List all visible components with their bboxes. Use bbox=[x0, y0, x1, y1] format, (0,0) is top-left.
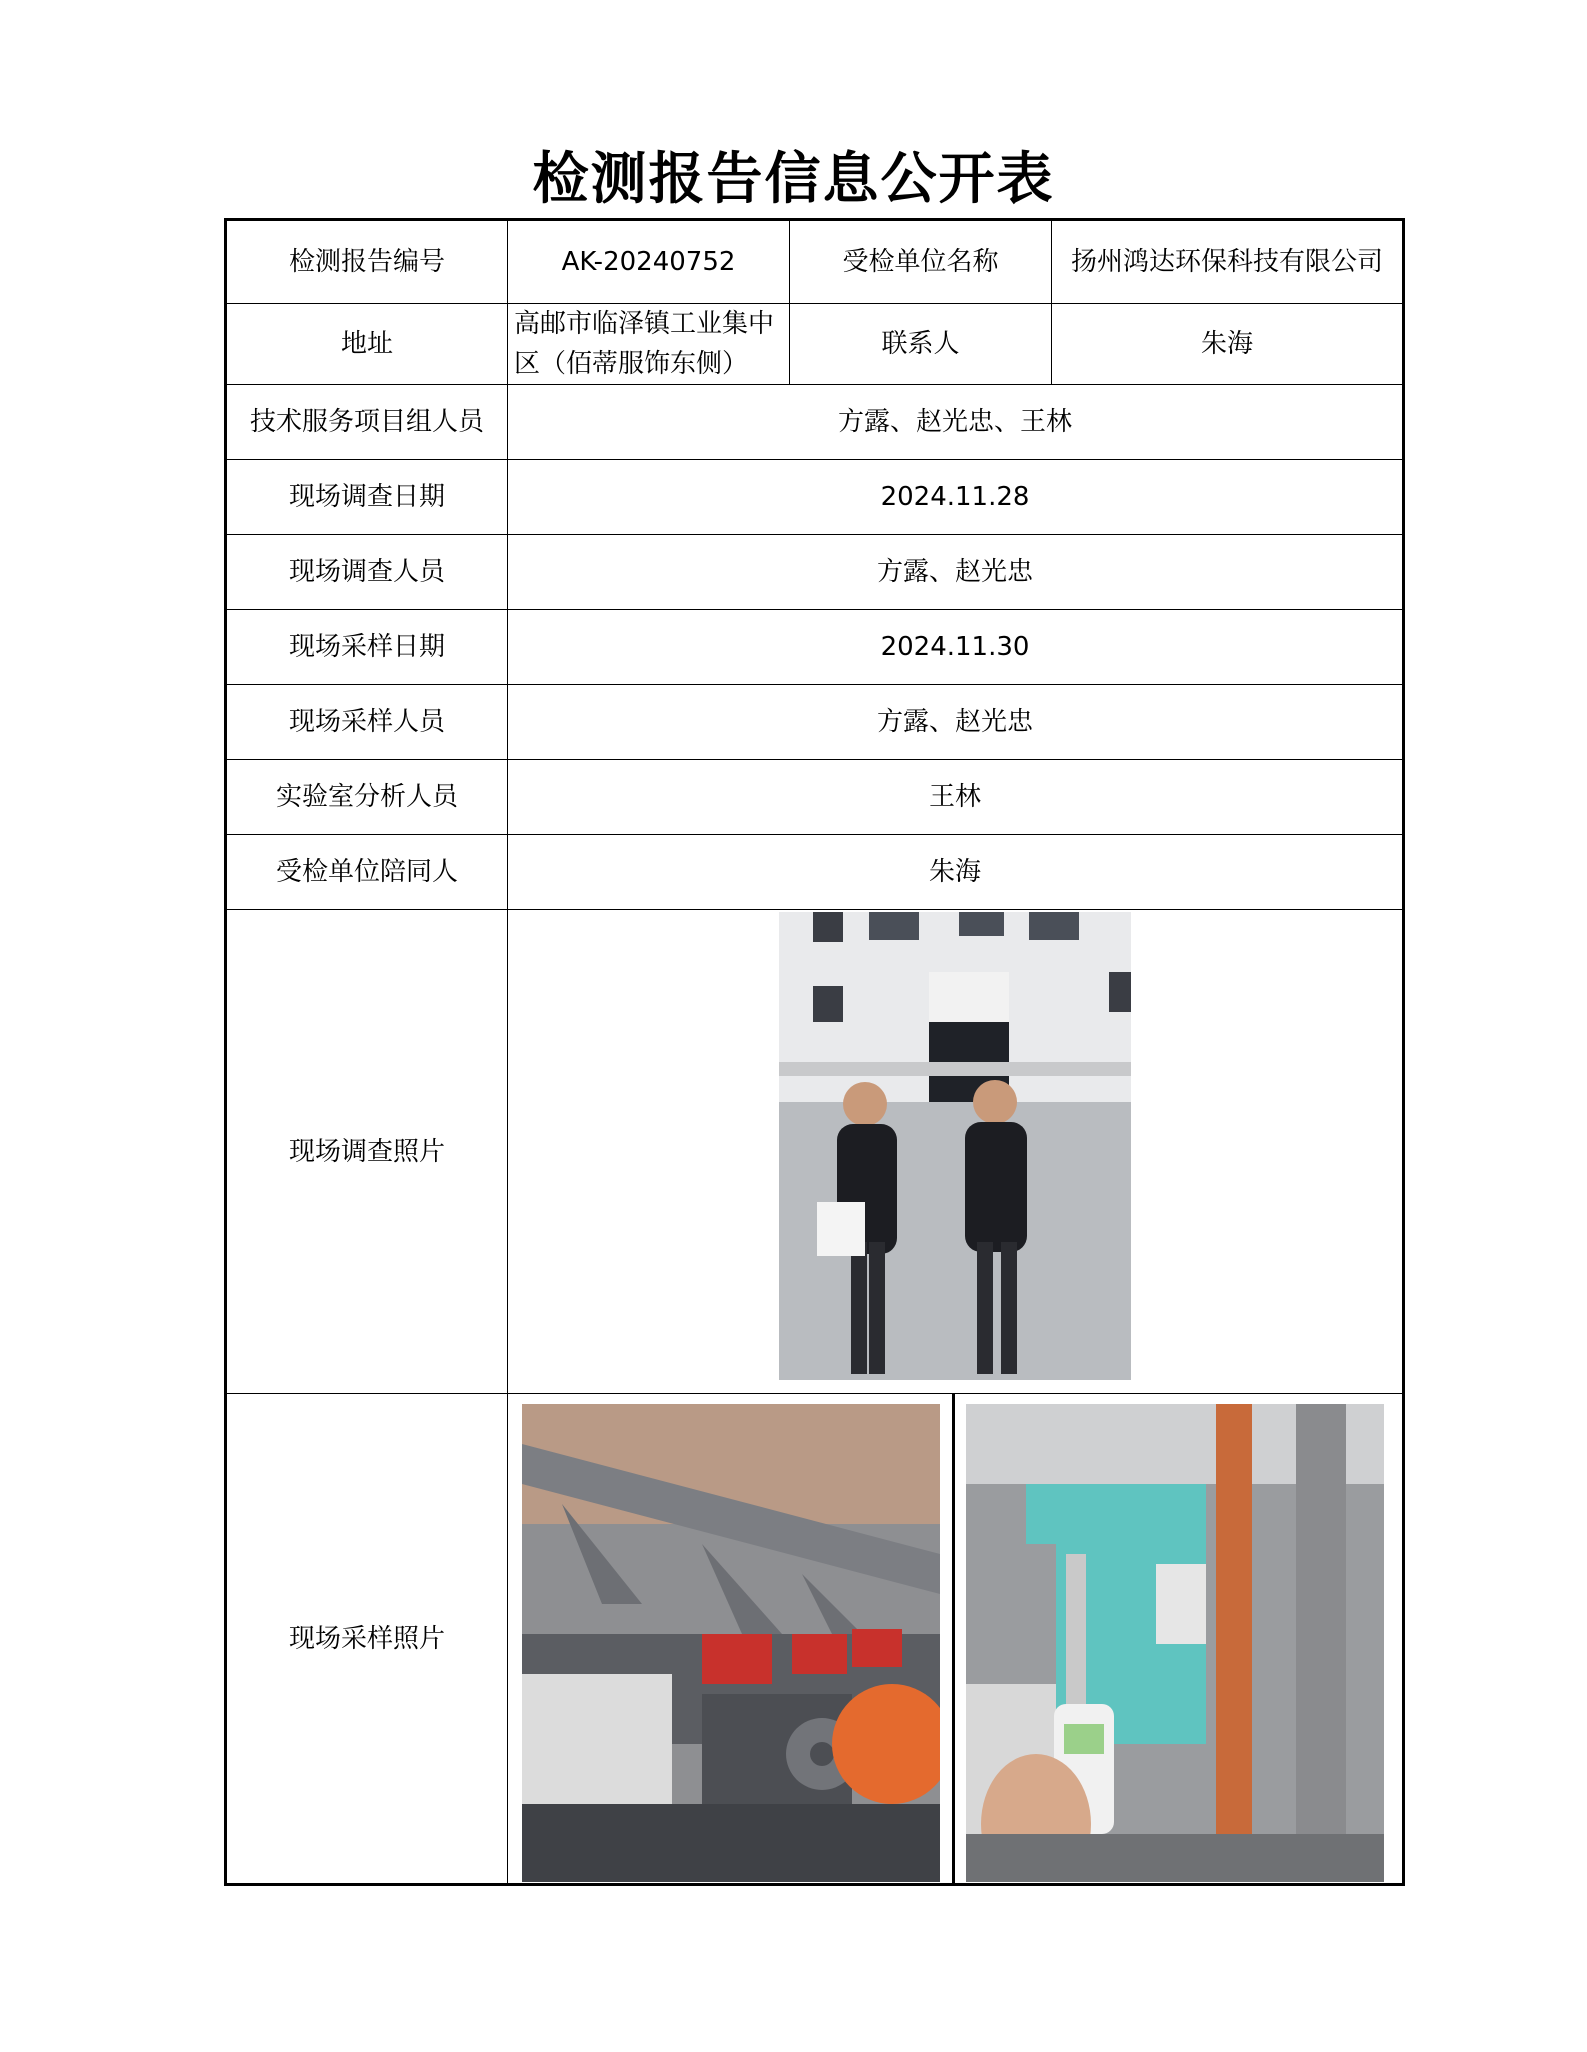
team-label: 技术服务项目组人员 bbox=[226, 385, 508, 460]
contact-label: 联系人 bbox=[790, 304, 1052, 385]
sampling-date-label: 现场采样日期 bbox=[226, 610, 508, 685]
sampling-staff-value: 方露、赵光忠 bbox=[508, 685, 1404, 760]
escort-label: 受检单位陪同人 bbox=[226, 835, 508, 910]
sampling-photo-meter bbox=[966, 1404, 1384, 1882]
address-value: 高邮市临泽镇工业集中区（佰蒂服饰东侧） bbox=[508, 304, 790, 385]
page-title: 检测报告信息公开表 bbox=[532, 146, 1055, 212]
sampling-photo-label: 现场采样照片 bbox=[226, 1394, 508, 1885]
lab-staff-label: 实验室分析人员 bbox=[226, 760, 508, 835]
sampling-photo-machine bbox=[522, 1404, 940, 1882]
survey-staff-value: 方露、赵光忠 bbox=[508, 535, 1404, 610]
lab-staff-value: 王林 bbox=[508, 760, 1404, 835]
survey-date-value: 2024.11.28 bbox=[508, 460, 1404, 535]
survey-photo-label: 现场调查照片 bbox=[226, 910, 508, 1394]
address-label: 地址 bbox=[226, 304, 508, 385]
unit-name-value: 扬州鸿达环保科技有限公司 bbox=[1052, 220, 1404, 304]
contact-value: 朱海 bbox=[1052, 304, 1404, 385]
survey-date-label: 现场调查日期 bbox=[226, 460, 508, 535]
sampling-photo-pair bbox=[508, 1394, 1402, 1883]
escort-value: 朱海 bbox=[508, 835, 1404, 910]
report-no-value: AK-20240752 bbox=[508, 220, 790, 304]
report-no-label: 检测报告编号 bbox=[226, 220, 508, 304]
survey-photo bbox=[779, 912, 1131, 1380]
sampling-date-value: 2024.11.30 bbox=[508, 610, 1404, 685]
survey-staff-label: 现场调查人员 bbox=[226, 535, 508, 610]
team-value: 方露、赵光忠、王林 bbox=[508, 385, 1404, 460]
unit-name-label: 受检单位名称 bbox=[790, 220, 1052, 304]
report-info-table bbox=[224, 218, 1405, 1886]
survey-photo-cell bbox=[508, 910, 1404, 1394]
photo-divider bbox=[952, 1394, 955, 1883]
sampling-staff-label: 现场采样人员 bbox=[226, 685, 508, 760]
sampling-photo-cell bbox=[508, 1394, 1404, 1885]
